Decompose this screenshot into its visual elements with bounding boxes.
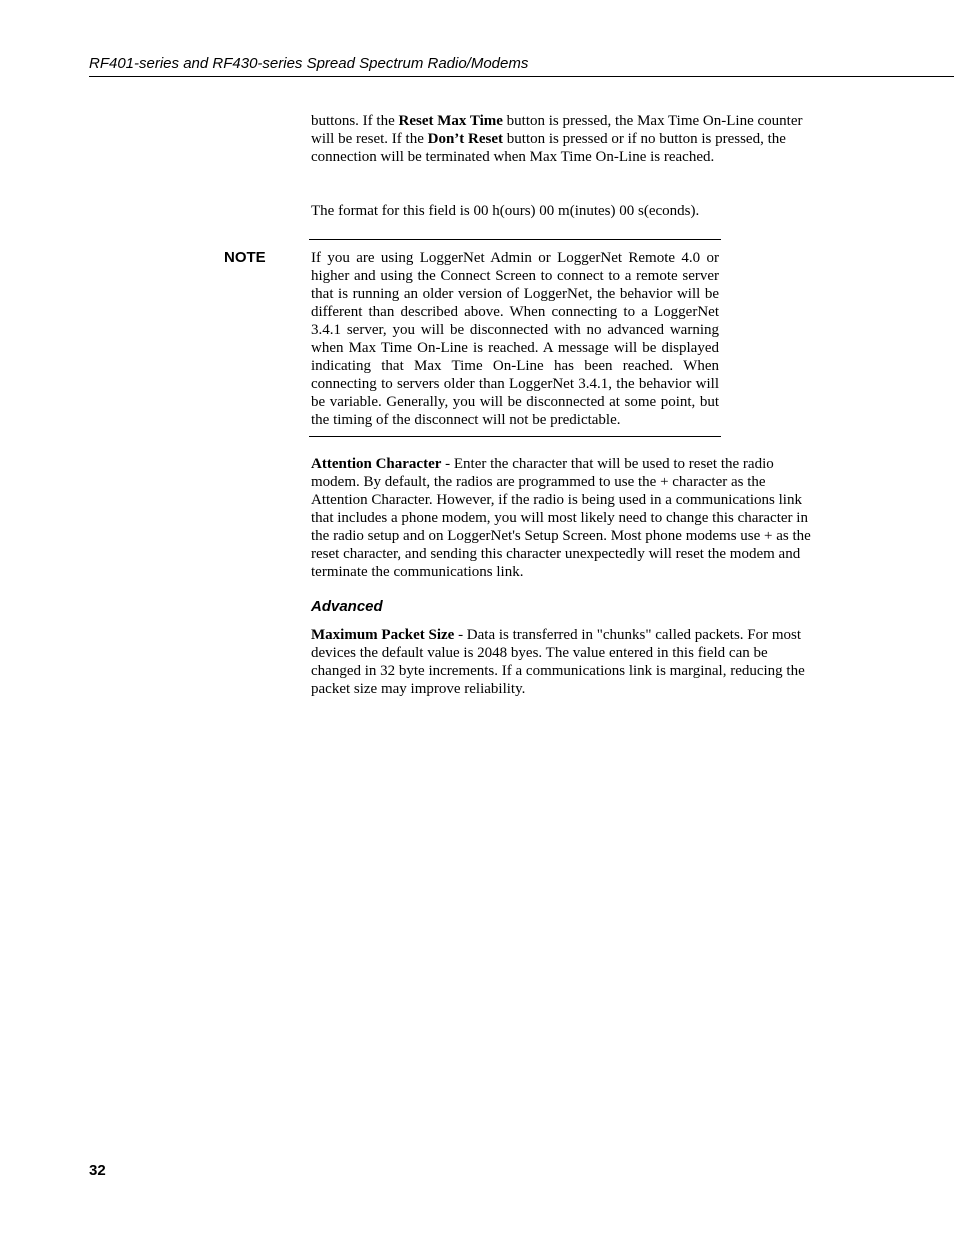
paragraph-format: The format for this field is 00 h(ours) 00 m(inutes) 00 s(econds). xyxy=(311,203,700,219)
dont-reset-term: Don’t Reset xyxy=(427,131,504,147)
reset-max-time-term: Reset Max Time xyxy=(398,113,503,129)
max-packet-size-term: Maximum Packet Size xyxy=(311,627,455,643)
paragraph-attention-character: Attention Character - Enter the character that will be used to reset the radio modem. By default, the radios are programmed to use the + character as the Attention Character. However, if the radio is being used in a communications link that includes a phone modem, you will most likely need to change this character in the radio setup and on LoggerNet's Setup Screen. Most phone modems use + as the reset character, and sending this character unexpectedly will reset the modem and terminate the communications link. xyxy=(311,456,811,580)
header-title: RF401-series and RF430-series Spread Spectrum Radio/Modems xyxy=(89,55,529,72)
paragraph-max-packet-size: Maximum Packet Size - Data is transferred in "chunks" called packets. For most devices the default value is 2048 byes. The value entered in this field can be changed in 32 byte increments. If a communications link is marginal, reducing the packet size may improve reliability. xyxy=(311,627,805,697)
attention-character-term: Attention Character xyxy=(311,456,442,472)
note-text: If you are using LoggerNet Admin or LoggerNet Remote 4.0 or higher and using the Connect Screen to connect to a remote server that is running an older version of LoggerNet, the behavior will be different than described above. When connecting to a LoggerNet 3.4.1 server, you will be disconnected with no advanced warning when Max Time On-Line is reached. A message will be displayed indicating that Max Time On-Line has been reached. When connecting to servers older than LoggerNet 3.4.1, the behavior will be variable. Generally, you will be disconnected at some point, but the timing of the disconnect will not be predictable. xyxy=(311,250,719,428)
advanced-heading: Advanced xyxy=(311,598,383,615)
note-box xyxy=(309,239,721,437)
note-label: NOTE xyxy=(224,249,266,266)
paragraph-max-time: buttons. If the Reset Max Time button is pressed, the Max Time On-Line counter will be reset. If the Don’t Reset button is pressed or if no button is pressed, the connection will be terminated when Max Time On-Line is reached. xyxy=(311,113,803,165)
page-number: 32 xyxy=(89,1162,106,1179)
running-header xyxy=(89,55,954,77)
